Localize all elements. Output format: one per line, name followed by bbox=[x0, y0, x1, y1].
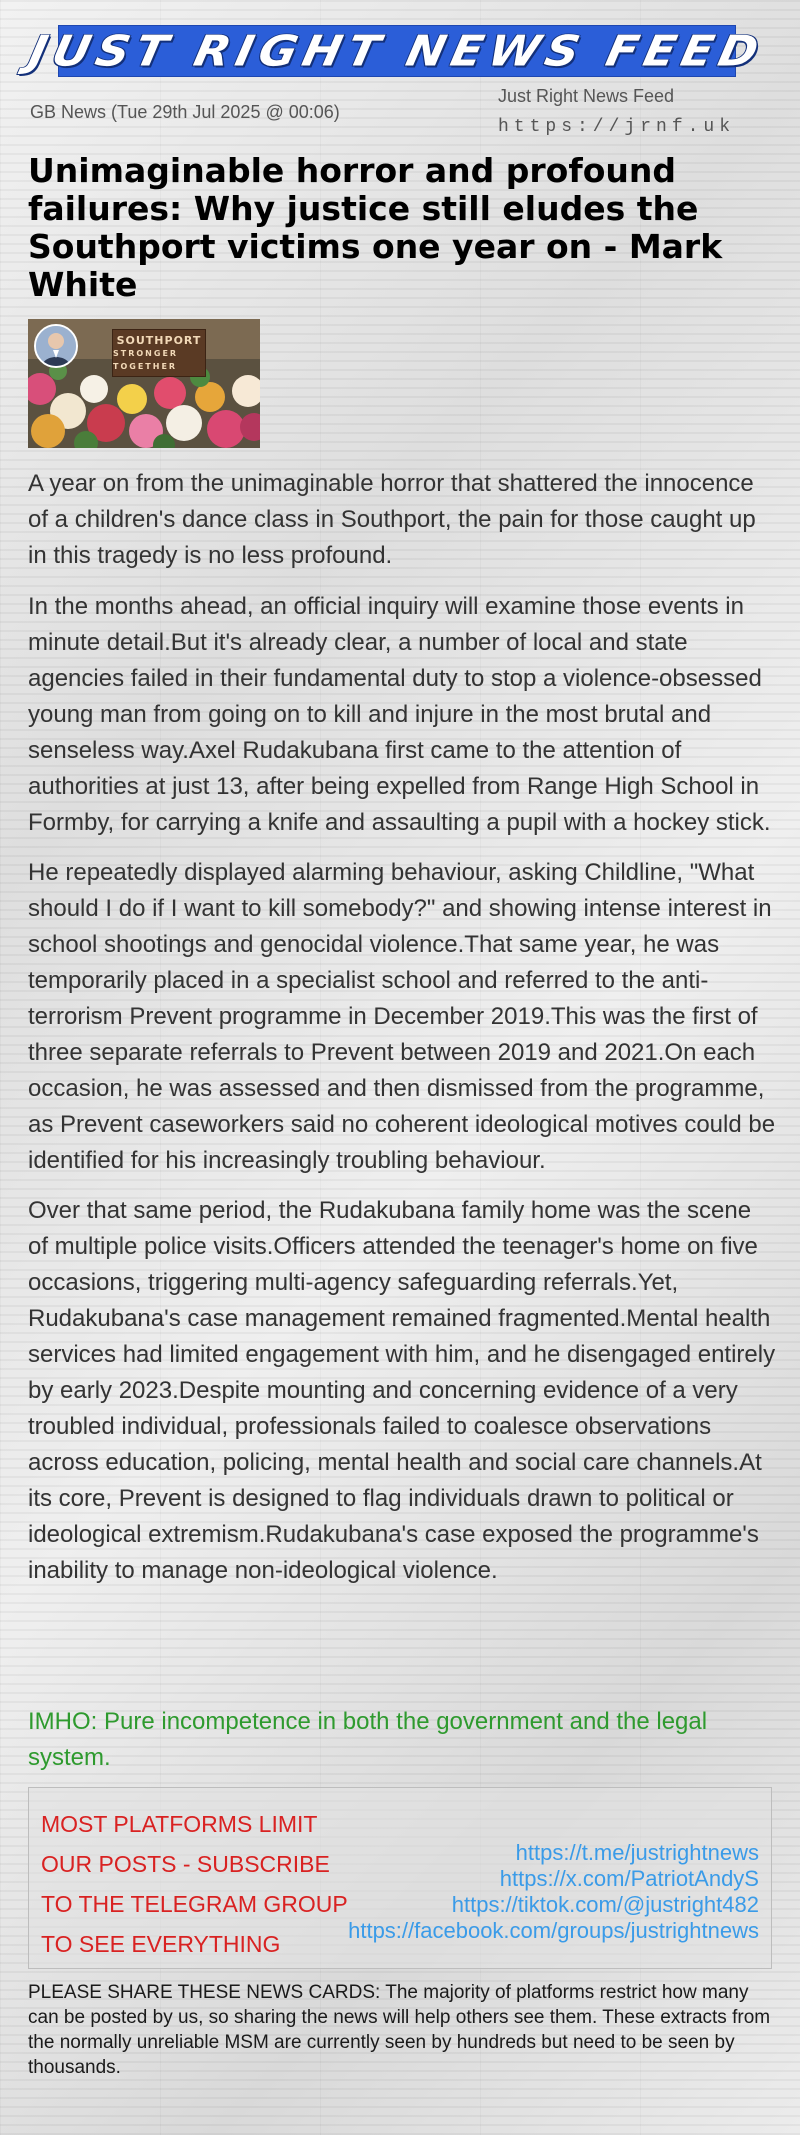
author-avatar bbox=[34, 324, 78, 368]
person-icon bbox=[36, 326, 76, 366]
article-photo bbox=[28, 319, 260, 448]
article-paragraph-3: He repeatedly displayed alarming behaviour, asking Childline, "What should I do if I want to kill somebody?" and showing intense interest in school shootings and genocidal violence.That same year, he was temporarily placed in a specialist school and referred to the anti-terrorism Prevent programme in December 2019.This was the first of three separate referrals to Prevent between 2019 and 2021.On each occasion, he was assessed and then dismissed from the programme, as Prevent caseworkers said no coherent ideological motives could be identified for his increasingly troubling behaviour. bbox=[28, 859, 776, 1174]
brand-name: Just Right News Feed bbox=[498, 86, 675, 106]
subscribe-line-2: OUR POSTS - SUBSCRIBE bbox=[41, 1851, 330, 1877]
article-headline: Unimaginable horror and profound failures: Why justice still eludes the Southport victims one year on - Mark White bbox=[28, 151, 723, 304]
source-dateline: GB News (Tue 29th Jul 2025 @ 00:06) bbox=[30, 102, 340, 122]
opinion-note: IMHO: Pure incompetence in both the government and the legal system. bbox=[28, 1708, 708, 1771]
subscribe-line-4: TO SEE EVERYTHING bbox=[41, 1931, 281, 1957]
masthead-title: JUST RIGHT NEWS FEED bbox=[25, 26, 769, 76]
article-body bbox=[28, 466, 776, 1589]
sign-text-main: SOUTHPORT bbox=[116, 333, 202, 347]
brand-block bbox=[498, 86, 736, 137]
article-paragraph-2: In the months ahead, an official inquiry will examine those events in minute detail.But it's already clear, a number of local and state agencies failed in their fundamental duty to stop a violence-obsessed young man from going on to kill and injure in the most brutal and senseless way.Axel Rudakubana first came to the attention of authorities at just 13, after being expelled from Range High School in Formby, for carrying a knife and assaulting a pupil with a hockey stick. bbox=[28, 593, 771, 836]
article-paragraph-4: Over that same period, the Rudakubana family home was the scene of multiple police visits.Officers attended the teenager's home on five occasions, triggering multi-agency safeguarding referrals.Yet, Rudakubana's case management remained fragmented.Mental health services had limited engagement with him, and he disengaged entirely by early 2023.Despite mounting and concerning evidence of a very troubled individual, professionals failed to coalesce observations across education, policing, mental health and social care channels.At its core, Prevent is designed to flag individuals drawn to political or ideological extremism.Rudakubana's case exposed the programme's inability to manage non-ideological violence. bbox=[28, 1197, 776, 1584]
subscribe-callout bbox=[28, 1787, 772, 1969]
memorial-sign bbox=[112, 329, 206, 377]
share-notice: PLEASE SHARE THESE NEWS CARDS: The majority of platforms restrict how many can be posted by us, so sharing the news will help others see them. These extracts from the normally unreliable MSM are currently seen by hundreds but need to be seen by thousands. bbox=[28, 1982, 771, 2078]
subscribe-line-1: MOST PLATFORMS LIMIT bbox=[41, 1811, 318, 1837]
subscribe-message bbox=[41, 1804, 348, 1964]
article-paragraph-1: A year on from the unimaginable horror that shattered the innocence of a children's dance class in Southport, the pain for those caught up in this tragedy is no less profound. bbox=[28, 470, 756, 569]
facebook-link[interactable]: https://facebook.com/groups/justrightnews bbox=[348, 1918, 759, 1943]
social-links bbox=[348, 1840, 759, 1944]
x-link[interactable]: https://x.com/PatriotAndyS bbox=[499, 1866, 759, 1891]
telegram-link[interactable]: https://t.me/justrightnews bbox=[515, 1840, 759, 1865]
tiktok-link[interactable]: https://tiktok.com/@justright482 bbox=[451, 1892, 759, 1917]
subscribe-line-3: TO THE TELEGRAM GROUP bbox=[41, 1891, 348, 1917]
masthead-banner bbox=[25, 25, 769, 77]
sign-text-sub: STRONGER TOGETHER bbox=[113, 348, 179, 371]
brand-url: https://jrnf.uk bbox=[498, 117, 736, 137]
